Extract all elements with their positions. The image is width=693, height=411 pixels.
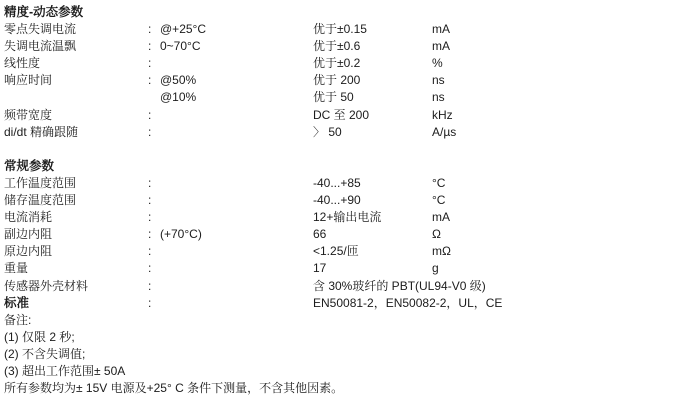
row-label: 线性度 (4, 56, 41, 71)
notes-header: 备注: (4, 312, 32, 327)
row-unit: g (432, 261, 439, 276)
row-value: 优于±0.6 (313, 39, 361, 54)
row-unit: mA (432, 210, 450, 225)
spec-row (4, 209, 693, 226)
section-title: 常规参数 (4, 158, 55, 173)
row-condition (160, 175, 313, 192)
note-item-2: (2) 不含失调值; (4, 346, 86, 361)
row-label: 失调电流温飘 (4, 39, 77, 54)
row-value: 66 (313, 227, 327, 242)
note-item-1: (1) 仅限 2 秒; (4, 329, 75, 344)
row-value: EN50081-2，EN50082-2，UL，CE (313, 295, 503, 310)
row-value: -40...+90 (313, 193, 361, 208)
row-label: 储存温度范围 (4, 193, 77, 208)
row-unit: mA (432, 39, 450, 54)
row-condition (160, 278, 313, 295)
row-unit: ns (432, 90, 445, 105)
row-unit (432, 278, 693, 295)
row-unit: mA (432, 22, 450, 37)
row-unit: °C (432, 193, 446, 208)
row-unit: % (432, 56, 443, 71)
row-unit: ns (432, 73, 445, 88)
row-condition (160, 260, 313, 277)
note-item-3: (3) 超出工作范围± 50A (4, 363, 126, 378)
row-condition (160, 124, 313, 141)
spec-row (4, 21, 693, 38)
row-condition (160, 107, 313, 124)
row-colon: : (148, 244, 152, 259)
row-label: 传感器外壳材料 (4, 278, 89, 293)
row-value: 优于 200 (313, 73, 361, 88)
row-colon: : (148, 39, 152, 54)
row-unit: A/µs (432, 124, 457, 139)
row-colon: : (148, 175, 152, 190)
section-title: 精度-动态参数 (4, 5, 84, 19)
row-unit (432, 295, 693, 312)
spec-row (4, 72, 693, 89)
spec-row (4, 243, 693, 260)
row-colon: : (148, 278, 152, 293)
row-unit: Ω (432, 227, 441, 242)
row-label: 频带宽度 (4, 107, 53, 122)
spec-row (4, 38, 693, 55)
row-condition (160, 55, 313, 72)
row-label: 副边内阻 (4, 227, 53, 242)
row-condition (160, 243, 313, 260)
notes-footer: 所有参数均为± 15V 电源及+25° C 条件下测量，不含其他因素。 (4, 381, 344, 396)
row-label: 零点失调电流 (4, 22, 77, 37)
spec-row (4, 107, 693, 124)
row-value: <1.25/匝 (313, 244, 359, 259)
row-unit: kHz (432, 107, 453, 122)
row-value: DC 至 200 (313, 107, 370, 122)
row-label: 电流消耗 (4, 210, 53, 225)
row-condition: @50% (160, 73, 197, 88)
row-value: 优于±0.15 (313, 22, 367, 37)
row-condition: 0~70°C (160, 39, 201, 54)
row-colon: : (148, 210, 152, 225)
spec-tables (4, 4, 693, 312)
row-label (4, 89, 148, 106)
row-colon: : (148, 107, 152, 122)
spec-row (4, 55, 693, 72)
row-value: 含 30%玻纤的 PBT(UL94-V0 级) (313, 278, 486, 293)
row-label: 标准 (4, 295, 30, 310)
spec-row (4, 278, 693, 295)
row-condition (160, 192, 313, 209)
spec-row (4, 124, 693, 141)
row-label: di/dt 精确跟随 (4, 124, 79, 139)
row-value: 优于 50 (313, 90, 354, 105)
row-label: 原边内阻 (4, 244, 53, 259)
row-colon: : (148, 227, 152, 242)
row-value: -40...+85 (313, 175, 361, 190)
row-value: 17 (313, 261, 327, 276)
spec-row (4, 260, 693, 277)
spec-row (4, 295, 693, 312)
spec-row (4, 89, 693, 106)
row-colon: : (148, 56, 152, 71)
row-colon: : (148, 193, 152, 208)
row-colon: : (148, 22, 152, 37)
spec-row (4, 192, 693, 209)
row-colon: : (148, 73, 152, 88)
row-value: 〉 50 (313, 124, 342, 139)
row-label: 响应时间 (4, 73, 53, 88)
row-condition: @10% (160, 90, 197, 105)
row-colon: : (148, 295, 152, 310)
row-unit: °C (432, 175, 446, 190)
spec-row (4, 226, 693, 243)
row-condition (160, 295, 313, 312)
row-condition: (+70°C) (160, 227, 202, 242)
row-condition: @+25°C (160, 22, 207, 37)
row-condition (160, 209, 313, 226)
spec-row (4, 175, 693, 192)
row-colon: : (148, 261, 152, 276)
row-unit: mΩ (432, 244, 451, 259)
row-colon (148, 89, 160, 106)
section-gap (4, 141, 693, 158)
notes-section (4, 312, 693, 397)
row-colon: : (148, 124, 152, 139)
row-label: 工作温度范围 (4, 175, 77, 190)
row-value: 12+输出电流 (313, 210, 382, 225)
row-label: 重量 (4, 261, 29, 276)
row-value: 优于±0.2 (313, 56, 361, 71)
